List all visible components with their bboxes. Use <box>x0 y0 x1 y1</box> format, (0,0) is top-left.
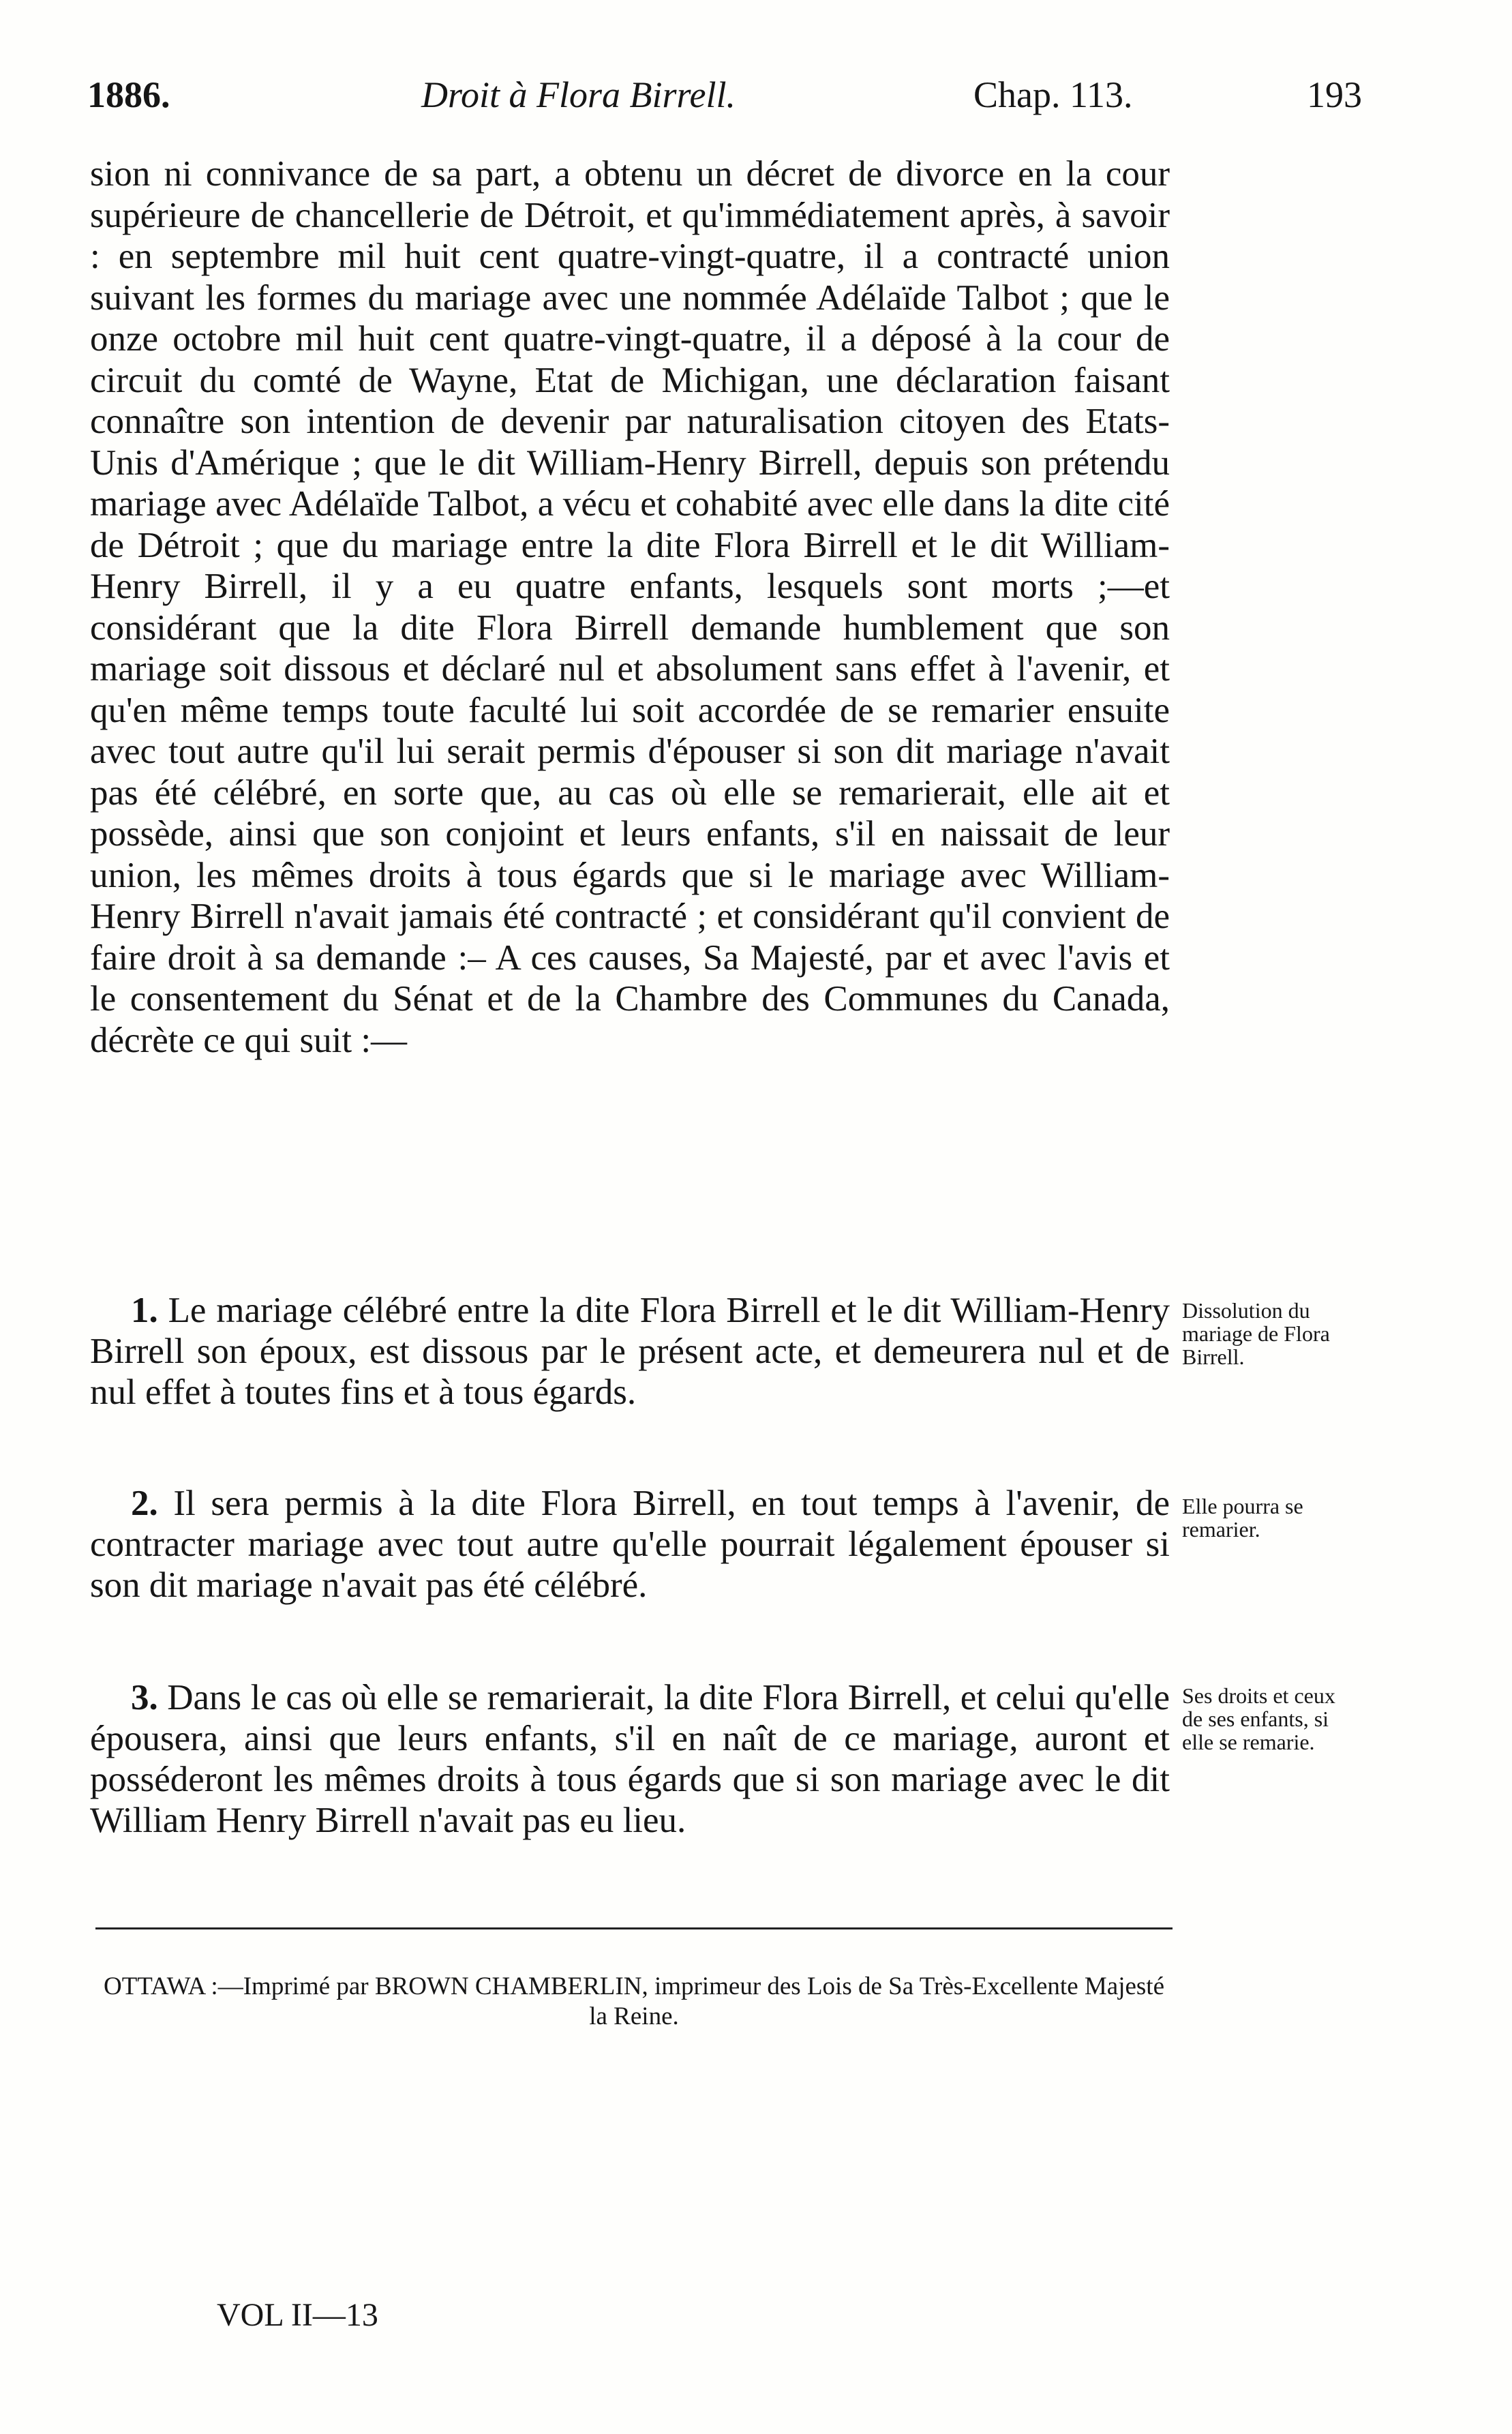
header-chapter: Chap. 113. <box>973 74 1133 115</box>
section-text: Le mariage célébré entre la dite Flora Birrell et le dit William-Henry Birrell son époux, est dissous par le présent acte, et demeurera nul et de nul effet à toutes fins et à tous égards. <box>90 1291 1170 1412</box>
volume-signature: VOL II—13 <box>217 2297 378 2333</box>
marginal-note-3: Ses droits et ceux de ses enfants, si elle se remarie. <box>1182 1683 1335 1754</box>
section-number: 1. <box>131 1291 158 1330</box>
section-text: Dans le cas où elle se remarierait, la dite Flora Birrell, et celui qu'elle épousera, ainsi que leurs enfants, s'il en naît de ce mariage, auront et posséderont les mêmes droits à tous égards que si son mariage avec le dit William Henry Birrell n'avait pas eu lieu. <box>90 1678 1170 1840</box>
header-year: 1886. <box>87 74 170 115</box>
preamble-paragraph: sion ni connivance de sa part, a obtenu un décret de divorce en la cour supérieure de chancellerie de Détroit, et qu'immédiatement après, à savoir : en septembre mil huit cent quatre-vingt-quatre, il a contracté union suivant les formes du mariage avec une nommée Adélaïde Talbot ; que le onze octobre mil huit cent quatre-vingt-quatre, il a déposé à la cour de circuit du comté de Wayne, Etat de Michigan, une déclaration faisant connaître son intention de devenir par naturalisation citoyen des Etats-Unis d'Amérique ; que le dit William-Henry Birrell, depuis son prétendu mariage avec Adélaïde Talbot, a vécu et cohabité avec elle dans la dite cité de Détroit ; que du mariage entre la dite Flora Birrell et le dit William-Henry Birrell, il y a eu quatre enfants, lesquels sont morts ;—et considérant que la dite Flora Birrell demande humblement que son mariage soit dissous et déclaré nul et absolument sans effet à l'avenir, et qu'en même temps toute faculté lui soit accordée de se remarier ensuite avec tout autre qu'il lui serait permis d'épouser si son dit mariage n'avait pas été célébré, en sorte que, au cas où elle se remarierait, elle ait et possède, ainsi que son conjoint et leurs enfants, s'il en naissait de leur union, les mêmes droits à tous égards que si le mariage avec William-Henry Birrell n'avait jamais été contracté ; et considérant qu'il convient de faire droit à sa demande :– A ces causes, Sa Majesté, par et avec l'avis et le consentement du Sénat et de la Chambre des Communes du Canada, décrète ce qui suit :— <box>90 154 1170 1060</box>
section-2 <box>90 1483 1170 1606</box>
footer-divider <box>95 1927 1173 1929</box>
section-number: 3. <box>131 1678 158 1717</box>
section-3 <box>90 1677 1170 1841</box>
running-header <box>87 74 1362 135</box>
section-1 <box>90 1290 1170 1413</box>
section-text: Il sera permis à la dite Flora Birrell, en tout temps à l'avenir, de contracter mariage avec tout autre qu'elle pourrait légalement épouser si son dit mariage n'avait pas été célébré. <box>90 1484 1170 1605</box>
page-number: 193 <box>1307 74 1362 115</box>
printer-imprint: OTTAWA :—Imprimé par BROWN CHAMBERLIN, imprimeur des Lois de Sa Très-Excellente Majesté la Reine. <box>103 1972 1165 2030</box>
header-title: Droit à Flora Birrell. <box>421 74 736 115</box>
marginal-note-2: Elle pourra se remarier. <box>1182 1494 1303 1542</box>
marginal-note-1: Dissolution du mariage de Flora Birrell. <box>1182 1298 1330 1369</box>
section-number: 2. <box>131 1484 158 1523</box>
